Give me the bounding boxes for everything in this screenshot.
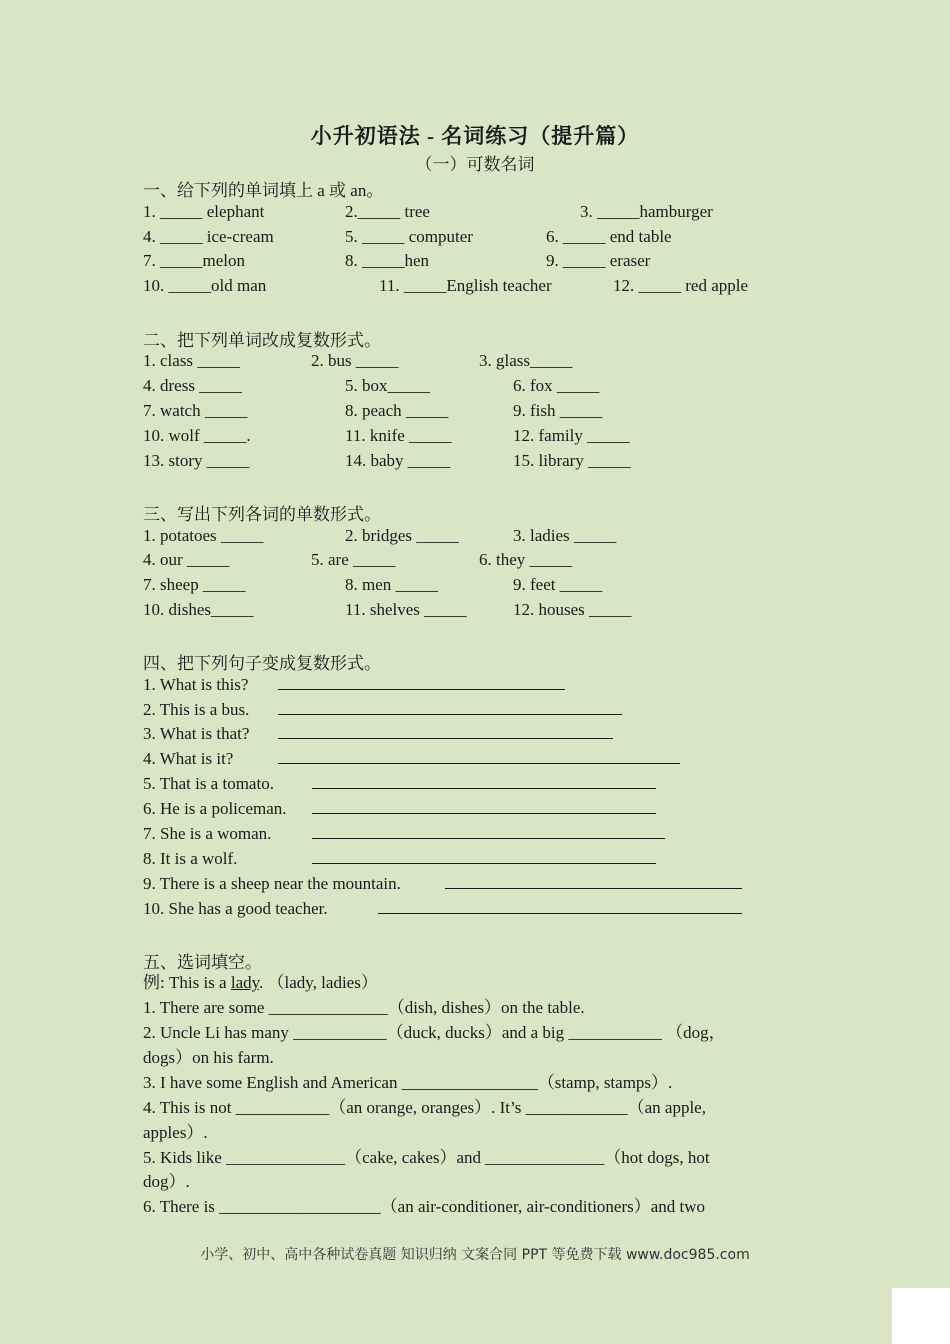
answer-line (378, 899, 742, 914)
answer-line (312, 824, 665, 839)
s2-item: 13. story _____ (143, 451, 250, 470)
s3-item: 8. men _____ (345, 575, 439, 594)
section-5-heading: 五、选词填空。 (143, 953, 262, 972)
example-suffix: . （lady, ladies） (259, 973, 378, 992)
s2-item: 4. dress _____ (143, 376, 242, 395)
s4-sentence: 6. He is a policeman. (143, 799, 287, 818)
s4-sentence: 7. She is a woman. (143, 824, 272, 843)
s5-line: dog）. (143, 1172, 190, 1191)
s4-sentence: 3. What is that? (143, 724, 250, 743)
s2-item: 5. box_____ (345, 376, 430, 395)
s2-item: 11. knife _____ (345, 426, 452, 445)
answer-line (278, 724, 613, 739)
s1-item: 4. _____ ice-cream (143, 227, 274, 246)
s2-item: 3. glass_____ (479, 351, 573, 370)
answer-line (278, 675, 565, 690)
example-prefix: 例: This is a (143, 973, 231, 992)
s2-item: 15. library _____ (513, 451, 631, 470)
s4-sentence: 10. She has a good teacher. (143, 899, 328, 918)
s2-item: 12. family _____ (513, 426, 630, 445)
s1-item: 9. _____ eraser (546, 251, 651, 270)
s5-line: apples）. (143, 1123, 208, 1142)
s2-item: 6. fox _____ (513, 376, 600, 395)
s4-sentence: 8. It is a wolf. (143, 849, 238, 868)
s4-sentence: 1. What is this? (143, 675, 249, 694)
s5-line: 4. This is not ___________（an orange, oranges）. It’s ____________（an apple, (143, 1098, 706, 1117)
s1-item: 10. _____old man (143, 276, 267, 295)
answer-line (312, 799, 656, 814)
s1-item: 11. _____English teacher (379, 276, 552, 295)
s1-item: 8. _____hen (345, 251, 430, 270)
s3-item: 1. potatoes _____ (143, 526, 264, 545)
s2-item: 1. class _____ (143, 351, 240, 370)
s1-item: 3. _____hamburger (580, 202, 713, 221)
s5-line: 5. Kids like ______________（cake, cakes）and ______________（hot dogs, hot (143, 1148, 710, 1167)
s3-item: 10. dishes_____ (143, 600, 254, 619)
answer-line (278, 700, 622, 715)
corner-patch (892, 1288, 950, 1344)
s1-item: 6. _____ end table (546, 227, 672, 246)
s4-sentence: 5. That is a tomato. (143, 774, 274, 793)
s3-item: 9. feet _____ (513, 575, 603, 594)
s5-example (143, 972, 378, 994)
s4-sentence: 9. There is a sheep near the mountain. (143, 874, 401, 893)
s3-item: 2. bridges _____ (345, 526, 459, 545)
s2-item: 10. wolf _____. (143, 426, 251, 445)
answer-line (278, 749, 680, 764)
s2-item: 2. bus _____ (311, 351, 399, 370)
s2-item: 8. peach _____ (345, 401, 449, 420)
s3-item: 7. sheep _____ (143, 575, 246, 594)
section-1-heading: 一、给下列的单词填上 a 或 an。 (143, 181, 384, 200)
s5-line: 3. I have some English and American ________________（stamp, stamps）. (143, 1073, 673, 1092)
s5-line: 6. There is ___________________（an air-conditioner, air-conditioners）and two (143, 1197, 706, 1216)
s3-item: 11. shelves _____ (345, 600, 467, 619)
s4-sentence: 2. This is a bus. (143, 700, 250, 719)
page-subtitle: （一）可数名词 (415, 155, 535, 174)
answer-line (445, 874, 742, 889)
s3-item: 4. our _____ (143, 550, 230, 569)
example-word: lady (230, 973, 260, 992)
s3-item: 12. houses _____ (513, 600, 632, 619)
section-2-heading: 二、把下列单词改成复数形式。 (143, 331, 381, 350)
s2-item: 9. fish _____ (513, 401, 603, 420)
section-4-heading: 四、把下列句子变成复数形式。 (143, 654, 381, 673)
s3-item: 6. they _____ (479, 550, 573, 569)
s1-item: 7. _____melon (143, 251, 245, 270)
s3-item: 5. are _____ (311, 550, 396, 569)
page-title: 小升初语法 - 名词练习（提升篇） (310, 124, 640, 148)
s2-item: 14. baby _____ (345, 451, 451, 470)
answer-line (312, 774, 656, 789)
section-3-heading: 三、写出下列各词的单数形式。 (143, 505, 381, 524)
s1-item: 5. _____ computer (345, 227, 473, 246)
s5-line: dogs）on his farm. (143, 1048, 274, 1067)
s2-item: 7. watch _____ (143, 401, 248, 420)
s5-line: 2. Uncle Li has many ___________（duck, ducks）and a big ___________ （dog， (143, 1023, 726, 1042)
s1-item: 12. _____ red apple (613, 276, 749, 295)
s4-sentence: 4. What is it? (143, 749, 234, 768)
page-footer: 小学、初中、高中各种试卷真题 知识归纳 文案合同 PPT 等免费下载 www.doc985.com (200, 1247, 750, 1263)
s5-line: 1. There are some ______________（dish, dishes）on the table. (143, 998, 585, 1017)
s1-item: 1. _____ elephant (143, 202, 265, 221)
s3-item: 3. ladies _____ (513, 526, 617, 545)
answer-line (312, 849, 656, 864)
s1-item: 2._____ tree (345, 202, 430, 221)
